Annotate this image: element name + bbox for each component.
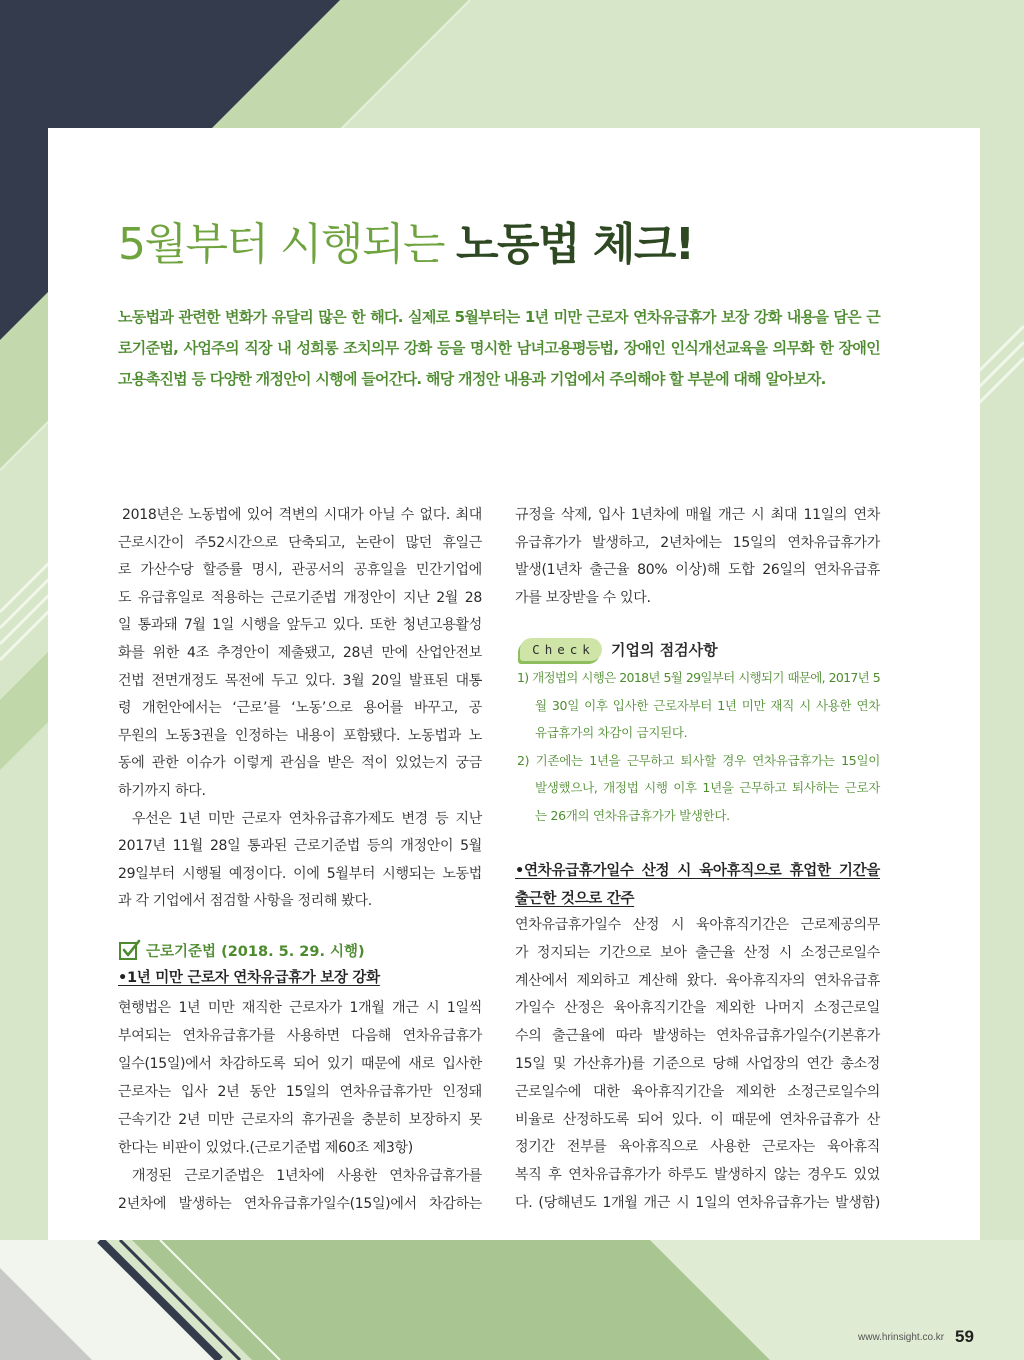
check-badge: Check — [520, 638, 602, 661]
body-text-line: 도 유급휴일로 적용하는 근로기준법 개정안이 지난 2월 28 — [118, 589, 482, 606]
body-text-line: 과 각 기업에서 점검할 사항을 정리해 봤다. — [118, 893, 372, 910]
body-text-line: 령 개헌안에서는 ‘근로’를 ‘노동’으로 용어를 바꾸고, 공 — [118, 700, 482, 717]
website-url: www.hrinsight.co.kr — [858, 1332, 945, 1343]
body-text-line: 일 통과돼 7월 1일 시행을 앞두고 있다. 또한 청년고용활성 — [118, 617, 482, 634]
body-text-line: 복직 후 연차유급휴가가 하루도 발생하지 않는 경우도 있었 — [515, 1167, 880, 1184]
body-text-line: 2017년 11월 28일 통과된 근로기준법 등의 개정안이 5월 — [118, 838, 482, 855]
body-text-line: 2년차에 발생하는 연차유급휴가일수(15일)에서 차감하는 — [118, 1196, 482, 1212]
body-text-line: 동에 관한 이슈가 이렇게 관심을 받은 적이 있었는지 궁금 — [118, 755, 482, 772]
body-text-line: 개정된 근로기준법은 1년차에 사용한 연차유급휴가를 — [132, 1168, 482, 1184]
check-item — [517, 664, 880, 747]
check-item-line: 발생했으나, 개정법 시행 이후 1년을 근무하고 퇴사하는 근로자 — [535, 780, 880, 796]
body-text-line: 현행법은 1년 미만 재직한 근로자가 1개월 개근 시 1일씩 — [118, 1000, 482, 1016]
right-column-section-body — [515, 912, 880, 1218]
left-column-intro — [118, 502, 482, 916]
paragraph — [515, 912, 880, 1218]
lead-text-line: 노동법과 관련한 변화가 유달리 많은 한 해다. 실제로 5월부터는 1년 미만 근로자 연차유급휴가 보장 강화 내용을 담은 근 — [118, 308, 880, 326]
body-text-line: 정기간 전부를 육아휴직으로 사용한 근로자는 육아휴직 — [515, 1139, 880, 1156]
check-box-title: 기업의 점검사항 — [611, 640, 718, 659]
paragraph — [118, 806, 482, 916]
section-heading-text: 근로기준법 (2018. 5. 29. 시행) — [146, 943, 365, 960]
left-column-section-body — [118, 994, 482, 1218]
body-text-line: 비율로 산정하도록 되어 있다. 이 때문에 연차유급휴가 산 — [515, 1111, 880, 1128]
lead-text-line: 고용촉진법 등 다양한 개정안이 시행에 들어간다. 해당 개정안 내용과 기업에서 주의해야 할 부분에 대해 알아보자. — [118, 370, 826, 388]
check-item-line: 2) 기존에는 1년을 근무하고 퇴사할 경우 연차유급휴가는 15일이 — [517, 752, 880, 768]
check-item-line: 1) 개정법의 시행은 2018년 5월 29일부터 시행되기 때문에, 2017년 5 — [517, 670, 880, 685]
body-text-line: 화를 위한 4조 추경안이 제출됐고, 28년 만에 산업안전보 — [118, 644, 482, 661]
body-text-line: 근속기간 2년 미만 근로자의 휴가권을 충분히 보장하지 못 — [118, 1112, 482, 1128]
subheading-line: 출근한 것으로 간주 — [515, 891, 635, 907]
body-text-line: 한다는 비판이 있었다.(근로기준법 제60조 제3항) — [118, 1140, 413, 1156]
check-item-line: 유급휴가의 차감이 금지된다. — [535, 725, 688, 741]
body-text-line: 계산에서 제외하고 계산해 왔다. 육아휴직자의 연차유급휴 — [515, 972, 880, 989]
checkbox-icon — [118, 938, 142, 962]
check-item — [517, 747, 880, 830]
paragraph — [515, 502, 880, 612]
subheading: •1년 미만 근로자 연차유급휴가 보장 강화 — [118, 970, 380, 986]
body-text-line: 일수(15일)에서 차감하도록 되어 있기 때문에 새로 입사한 — [118, 1056, 482, 1072]
check-list — [517, 664, 880, 830]
page-number: 59 — [955, 1327, 974, 1346]
lead-paragraph — [118, 302, 880, 395]
title-light-part: 5월부터 시행되는 — [118, 219, 445, 270]
paragraph — [118, 994, 482, 1162]
body-text-line: 발생(1년차 출근율 80% 이상)해 도합 26일의 연차유급휴 — [515, 562, 880, 579]
body-text-line: 유급휴가가 발생하고, 2년차에는 15일의 연차유급휴가가 — [515, 534, 880, 551]
check-box-header — [520, 636, 718, 662]
right-column-continuation — [515, 502, 880, 612]
body-text-line: 건법 전면개정도 목전에 두고 있다. 3월 20일 발표된 대통 — [118, 672, 482, 689]
body-text-line: 근로시간이 주52시간으로 단축되고, 논란이 많던 휴일근 — [118, 534, 482, 551]
body-text-line: 다. (당해년도 1개월 개근 시 1일의 연차유급휴가는 발생함) — [515, 1194, 880, 1211]
body-text-line: 수의 출근율에 따라 발생하는 연차유급휴가일수(기본휴가 — [515, 1028, 880, 1045]
body-text-line: 15일 및 가산휴가)를 기준으로 당해 사업장의 연간 총소정 — [515, 1055, 880, 1072]
body-text-line: 규정을 삭제, 입사 1년차에 매월 개근 시 최대 11일의 연차 — [515, 507, 880, 523]
body-text-line: 무원의 노동3권을 인정하는 내용이 포함됐다. 노동법과 노 — [118, 727, 482, 744]
body-text-line: 근로일수에 대한 육아휴직기간을 제외한 소정근로일수의 — [515, 1083, 880, 1100]
body-text-line: 우선은 1년 미만 근로자 연차유급휴가제도 변경 등 지난 — [132, 810, 482, 827]
subheading — [515, 857, 880, 913]
body-text-line: 로 가산수당 할증률 명시, 관공서의 공휴일을 민간기업에 — [118, 562, 482, 579]
subheading-line: •연차유급휴가일수 산정 시 육아휴직으로 휴업한 기간을 — [515, 863, 880, 879]
paragraph — [118, 1162, 482, 1218]
body-text-line: 부여되는 연차유급휴가를 사용하면 다음해 연차유급휴가 — [118, 1028, 482, 1044]
body-text-line: 연차유급휴가일수 산정 시 육아휴직기간은 근로제공의무 — [515, 917, 880, 933]
check-item-line: 월 30일 이후 입사한 근로자부터 1년 미만 재직 시 사용한 연차 — [535, 697, 880, 713]
body-text-line: 가 정지되는 기간으로 보아 출근율 산정 시 소정근로일수 — [515, 944, 880, 961]
body-text-line: 가일수 산정은 육아휴직기간을 제외한 나머지 소정근로일 — [515, 1000, 880, 1017]
body-text-line: 근로자는 입사 2년 동안 15일의 연차유급휴가만 인정돼 — [118, 1084, 482, 1100]
paragraph — [118, 502, 482, 806]
lead-text-line: 로기준법, 사업주의 직장 내 성희롱 조치의무 강화 등을 명시한 남녀고용평등법, 장애인 인식개선교육을 의무화 한 장애인 — [118, 339, 880, 357]
article-title — [118, 213, 693, 277]
section-heading — [118, 937, 365, 963]
body-text-line: 하기까지 하다. — [118, 782, 206, 799]
body-text-line: 가를 보장받을 수 있다. — [515, 589, 651, 606]
check-item-line: 는 26개의 연차유급휴가가 발생한다. — [535, 807, 730, 823]
body-text-line: 2018년은 노동법에 있어 격변의 시대가 아닐 수 없다. 최대 — [122, 507, 482, 523]
title-bold-part: 노동법 체크! — [456, 219, 694, 270]
body-text-line: 29일부터 시행될 예정이다. 이에 5월부터 시행되는 노동법 — [118, 865, 482, 882]
